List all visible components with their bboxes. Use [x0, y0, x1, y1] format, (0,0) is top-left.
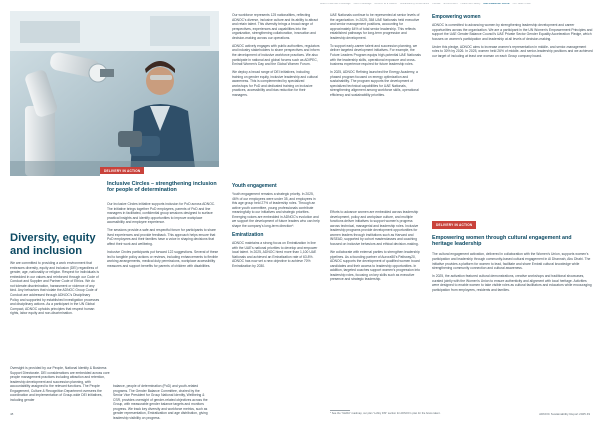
women-paragraph-2: Under this pledge, ADNOC aims to increase women's representation in middle- and senior-management roles to 30% by 2026. In 2025, women held 26% of middle- and senior-leadership positions and we achieved our target of including at least one woman on each Group company board. [432, 44, 593, 58]
workforce-column [232, 13, 320, 101]
delivery-in-action-badge-2: DELIVERY IN ACTION [432, 221, 476, 228]
nav-item[interactable]: CEO's Message [353, 3, 372, 5]
emiratization-paragraph-4: In 2025, ADNOC Refining launched the Energy Academy, a phased program focused on energy optimization and sustainability. The program supports the development of specialized technical capabilities for UAE Nationals, strengthening alignment among workforce skills, operational efficiency and sustainability priorities. [330, 70, 419, 97]
women-paragraph-4: We collaborate with external parties to strengthen leadership pipelines. As a founding partner of Aurora50's Pathway20, ADNOC supports the development of qualified women board candidates and their access to leadership opportunities. In addition, targeted coaches support women's progression into leadership roles, focusing on key skills such as executive presence and strategic leadership. [330, 249, 421, 282]
dei-paragraph-2: Oversight is provided by our People, National Identity & Business Support Directorate. DEI considerations are embedded across core people management practices including attraction and retention, leadership development and succession planning, with accountability assigned to the relevant functions. The People Engagement, Culture & Recognition Department oversees the coordination and implementation of Group-wide DEI initiatives, including gender [10, 366, 110, 402]
women-paragraph-1: ADNOC is committed to advancing women by strengthening leadership development and career opportunities across the organization. We are a participant in the UN Women's Empowerment Principles and support the UAE Gender Balance Council's UAE Private Sector Gender Equality Acceleration Pledge, which focuses on women's participation and leadership at all levels of decision-making. [432, 23, 593, 41]
cultural-engagement-callout [432, 213, 592, 296]
callout2-paragraph-1: The cultural engagement activation, delivered in collaboration with the Women's Union, supports women's participation and leadership through community-based cultural engagement in Al Dhannah, Abu Dhabi. The initiative provides a platform for women to lead, facilitate and share Emirati cultural knowledge while strengthening community connection and cultural awareness. [432, 252, 591, 271]
section-navigation [320, 3, 596, 9]
emiratization-paragraph-2: UAE Nationals continue to be represented at senior levels of the organization. In 2025, 358 UAE Nationals held executive and senior management positions, accounting for approximately 64% of total senior leadership. This reflects established pathways for long-term progression and leadership development. [330, 13, 420, 40]
page-title: Diversity, equity and inclusion [10, 232, 96, 257]
nav-item[interactable]: ADNOC at a Glance [374, 3, 397, 5]
nav-item[interactable]: Sustainability Governance [399, 3, 430, 5]
emiratization-continued-column [330, 13, 422, 101]
workforce-paragraph-2: ADNOC actively engages with public authorities, regulators and industry stakeholders to share perspectives and inform the development of inclusive workforce practices. We also participate in national and global forums such as ADIPEC, Emirati Women's Day and the Global Women Forum. [232, 43, 320, 67]
callout-paragraph-3: Inclusive Circles participants put forward 122 suggestions. Several of these led to tangible policy actions or reviews, including enhancements to flexible working arrangements, medical duty permissions, workplace accessibility measures and support benefits for parents of children with disabilities. [107, 250, 219, 268]
dei-intro-section [10, 232, 100, 319]
photo-illustration [10, 11, 219, 176]
gender-balance-paragraph: balance, people of determination (PoD) and youth-related programs. The Gender Balance Committee, chaired by the Senior Vice President for Group National Identity, Wellbeing & CSR, provides oversight of gender-related objectives across the Group, with measurable gender balance targets and monitors progress. We track key diversity and workforce metrics, such as gender representation, Emiratization and age distribution, giving leadership visibility on progress. [113, 384, 208, 420]
youth-engagement-heading: Youth engagement [232, 183, 277, 189]
inclusive-circles-callout [100, 167, 226, 341]
workforce-paragraph-3: We deploy a broad range of DEI initiatives, including training on gender equity, inclusive leadership and cultural awareness. This is complemented by specialized workshops for PoD and dedicated training on inclusive practices, accessibility and bias reduction for their managers. [232, 70, 318, 97]
empowering-women-heading: Empowering women [432, 14, 481, 20]
engineer-with-robot-photo [10, 11, 219, 176]
gender-balance-section [113, 384, 210, 420]
youth-paragraph: Youth engagement remains a strategic priority. In 2025, 46% of our employees were under 35, and employees in this age group held 27% of leadership roles. Through an active youth committee, young professionals contribute meaningfully to our initiatives and strategic priorities. Emerging voices are embedded in ADNOC's evolution and we support the development of future leaders who can help shape the company's long-term direction*. [232, 192, 320, 228]
callout-title: Inclusive Circles – strengthening inclusion for people of determination [107, 181, 217, 194]
dei-paragraph-1: We are committed to providing a work environment that embraces diversity, equity and inclusion (DEI) regardless of gender, age, nationality or religion. Respect for individuals is embedded in our values and reinforced through our Code of Conduct and Supplier and Partner Code of Ethics. We do not tolerate discrimination, harassment or violence of any kind. Any behaviors that violate the ADNOC Group Code of Conduct are addressed through ADNOC's Disciplinary Policy and supported by established investigation processes and disciplinary actions. As a participant in the UN Global Compact, ADNOC upholds principles that respect human rights, labor equity and non-discrimination. [10, 261, 100, 316]
nav-item[interactable]: Health and Safety [460, 3, 481, 5]
emiratization-paragraph-1: ADNOC maintains a strong focus on Emiratization in line with the UAE's national priorities to develop and empower local talent. In 2025, ADNOC hired more than 1,100 UAE Nationals and achieved an Emiratization rate of 63.8%. ADNOC has now set a new objective to achieve 70% Emiratization by 2030. [232, 240, 318, 268]
nav-item[interactable]: Environment [443, 3, 458, 5]
empowering-women-column [432, 13, 594, 62]
delivery-in-action-badge: DELIVERY IN ACTION [100, 167, 144, 174]
nav-item[interactable]: Our Value Chain [512, 3, 531, 5]
footnote: * See the "GHRA" roadmap, our plan "Lobby DIS" section for ADNOC's plan for the future talent. [330, 412, 441, 415]
youth-emiratization-column [232, 182, 320, 272]
callout2-title: Empowering women through cultural engagement and heritage leadership [432, 234, 572, 247]
nav-item[interactable]: Climate [432, 3, 441, 5]
women-paragraph-3: Efforts to advance women are embedded across leadership development, policy and workplace culture, and multiple functions deliver initiatives to support women's progress across technical, managerial and leadership roles. Inclusive leadership programs provide development opportunities for women leaders through institutions such as Harvard and INSEAD, supported by cohort masterclasses and coaching focused on inclusive behaviors and ethical decision-making. [330, 210, 419, 246]
workforce-paragraph-1: Our workforce represents 125 nationalities, reflecting ADNOC's diverse, inclusive culture and its ability to attract and retain talent. This diversity brings a broad range of perspectives, experiences and capabilities into the organization, strengthening collaboration, innovation and decision-making across our operations. [232, 13, 318, 40]
nav-item[interactable]: Board Chairman's Message [320, 3, 351, 5]
dei-oversight-section [10, 366, 110, 402]
page-number-right: ADNOC Sustainability Report 2025 49 [539, 412, 590, 416]
callout-paragraph-2: The sessions provide a safe and respectful forum for participants to share lived experiences and provide feedback. This approach helps ensure that PoD employees and their families have a voice in shaping decisions that affect their work and wellbeing. [107, 228, 216, 246]
page-number-left: 48 [10, 412, 14, 416]
emiratization-heading: Emiratization [232, 231, 264, 238]
nav-item[interactable]: EMPOWERING VALUE [483, 3, 510, 5]
emiratization-paragraph-3: To support early-career talent and succession planning, we deliver targeted development initiatives. For example, the Future Leaders Program equips high-potential UAE Nationals with the leadership skills, operational exposure and cross-business experience required for future leadership roles. [330, 43, 421, 67]
callout2-paragraph-2: In 2025, the activation featured cultural demonstrations, creative workshops and traditional showcases, curated jointly with the Women's Union to ensure authenticity and alignment with local heritage. Activities were designed to enable women to take visible roles as cultural facilitators and educators while encouraging participation from employees, residents and families. [432, 274, 592, 292]
callout-paragraph-1: Our Inclusive Circles initiative supports inclusion for PoD across ADNOC. The initiative brings together PoD employees, parents of PoD and line managers in facilitated, confidential group sessions designed to surface practical insights and identify opportunities to improve workplace accessibility and employee experience. [107, 202, 216, 225]
women-initiatives-column [330, 210, 422, 285]
